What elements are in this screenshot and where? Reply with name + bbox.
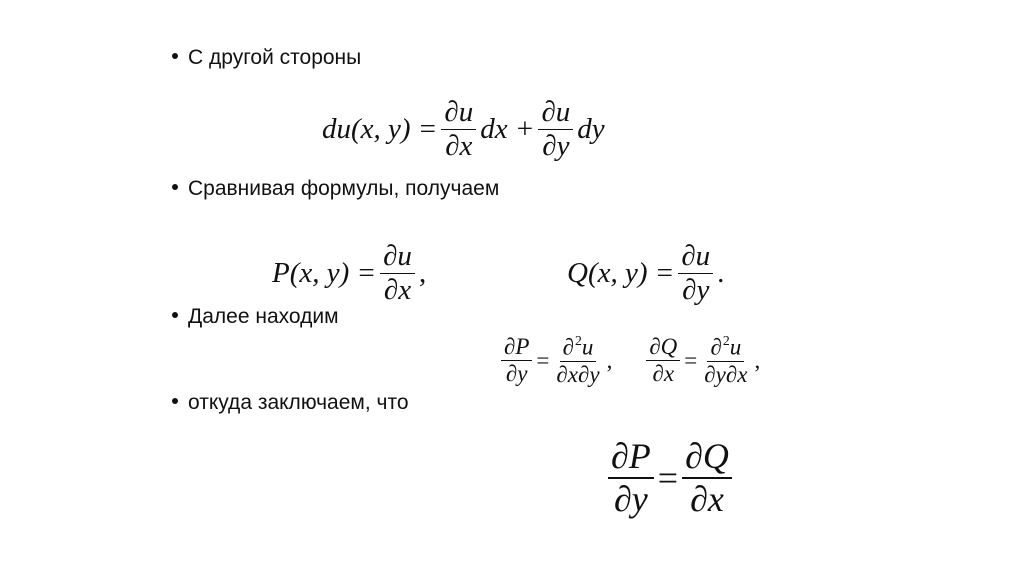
- formula-punctuation: ,: [418, 257, 427, 290]
- bullet-text: Далее находим: [188, 305, 339, 328]
- fraction: [441, 96, 476, 164]
- bullet-item-3: [172, 305, 339, 329]
- fraction-denominator: ∂y: [682, 274, 710, 307]
- fraction: [553, 333, 602, 389]
- bullet-dot: [172, 312, 178, 318]
- fraction-numerator: ∂Q: [682, 436, 732, 479]
- bullet-item-4: [172, 391, 409, 415]
- q-formula: [567, 240, 724, 308]
- fraction: [380, 240, 415, 308]
- fraction-numerator: [560, 333, 597, 362]
- fraction-numerator: ∂u: [678, 240, 713, 274]
- p-formula: [272, 240, 426, 308]
- fraction: [608, 436, 654, 521]
- total-differential-formula: [322, 96, 605, 164]
- fraction-numerator: [707, 333, 744, 362]
- equals-sign: =: [657, 458, 679, 499]
- power: 2: [722, 333, 730, 348]
- bullet-item-1: [172, 46, 361, 70]
- fraction-numerator: ∂u: [380, 240, 415, 274]
- fraction: [501, 334, 532, 388]
- partial-symbol: ∂: [562, 334, 574, 360]
- fraction: [538, 96, 573, 164]
- bullet-dot: [172, 398, 178, 404]
- fraction-denominator: ∂x: [383, 274, 412, 307]
- fraction-numerator: ∂Q: [646, 334, 680, 361]
- fraction: [682, 436, 732, 521]
- fraction-denominator: ∂x∂y: [556, 362, 600, 388]
- fraction-denominator: ∂x: [690, 479, 724, 520]
- bullet-text: откуда заключаем, что: [188, 391, 409, 414]
- variable: u: [581, 334, 594, 360]
- fraction-denominator: ∂x: [652, 361, 675, 387]
- formula-term: dx +: [480, 113, 535, 146]
- mixed-partials-formula: [497, 333, 760, 389]
- variable: u: [729, 334, 742, 360]
- fraction-numerator: ∂u: [441, 96, 476, 130]
- formula-punctuation: .: [717, 257, 725, 290]
- bullet-dot: [172, 184, 178, 190]
- fraction: [701, 333, 750, 389]
- formula-lhs: Q(x, y) =: [567, 257, 675, 290]
- bullet-text: Сравнивая формулы, получаем: [188, 177, 500, 200]
- power: 2: [574, 333, 582, 348]
- formula-punctuation: ,: [754, 347, 761, 373]
- fraction-denominator: ∂y: [505, 361, 528, 387]
- partial-symbol: ∂: [710, 334, 722, 360]
- fraction: [646, 334, 680, 388]
- fraction-numerator: ∂P: [608, 436, 654, 479]
- formula-punctuation: ,: [606, 347, 613, 373]
- fraction-denominator: ∂y: [542, 130, 570, 163]
- fraction-denominator: ∂x: [445, 130, 473, 163]
- formula-term: dy: [577, 113, 605, 146]
- equals-sign: =: [536, 347, 550, 373]
- bullet-item-2: [172, 177, 499, 201]
- fraction-numerator: ∂P: [501, 334, 532, 361]
- fraction-denominator: ∂y: [614, 479, 648, 520]
- result-formula: [604, 436, 736, 521]
- equals-sign: =: [684, 347, 698, 373]
- bullet-dot: [172, 53, 178, 59]
- fraction-numerator: ∂u: [538, 96, 573, 130]
- formula-lhs: P(x, y) =: [272, 257, 377, 290]
- fraction: [678, 240, 713, 308]
- fraction-denominator: ∂y∂x: [704, 362, 748, 388]
- formula-lhs: du(x, y) =: [322, 113, 438, 146]
- bullet-text: С другой стороны: [188, 46, 362, 69]
